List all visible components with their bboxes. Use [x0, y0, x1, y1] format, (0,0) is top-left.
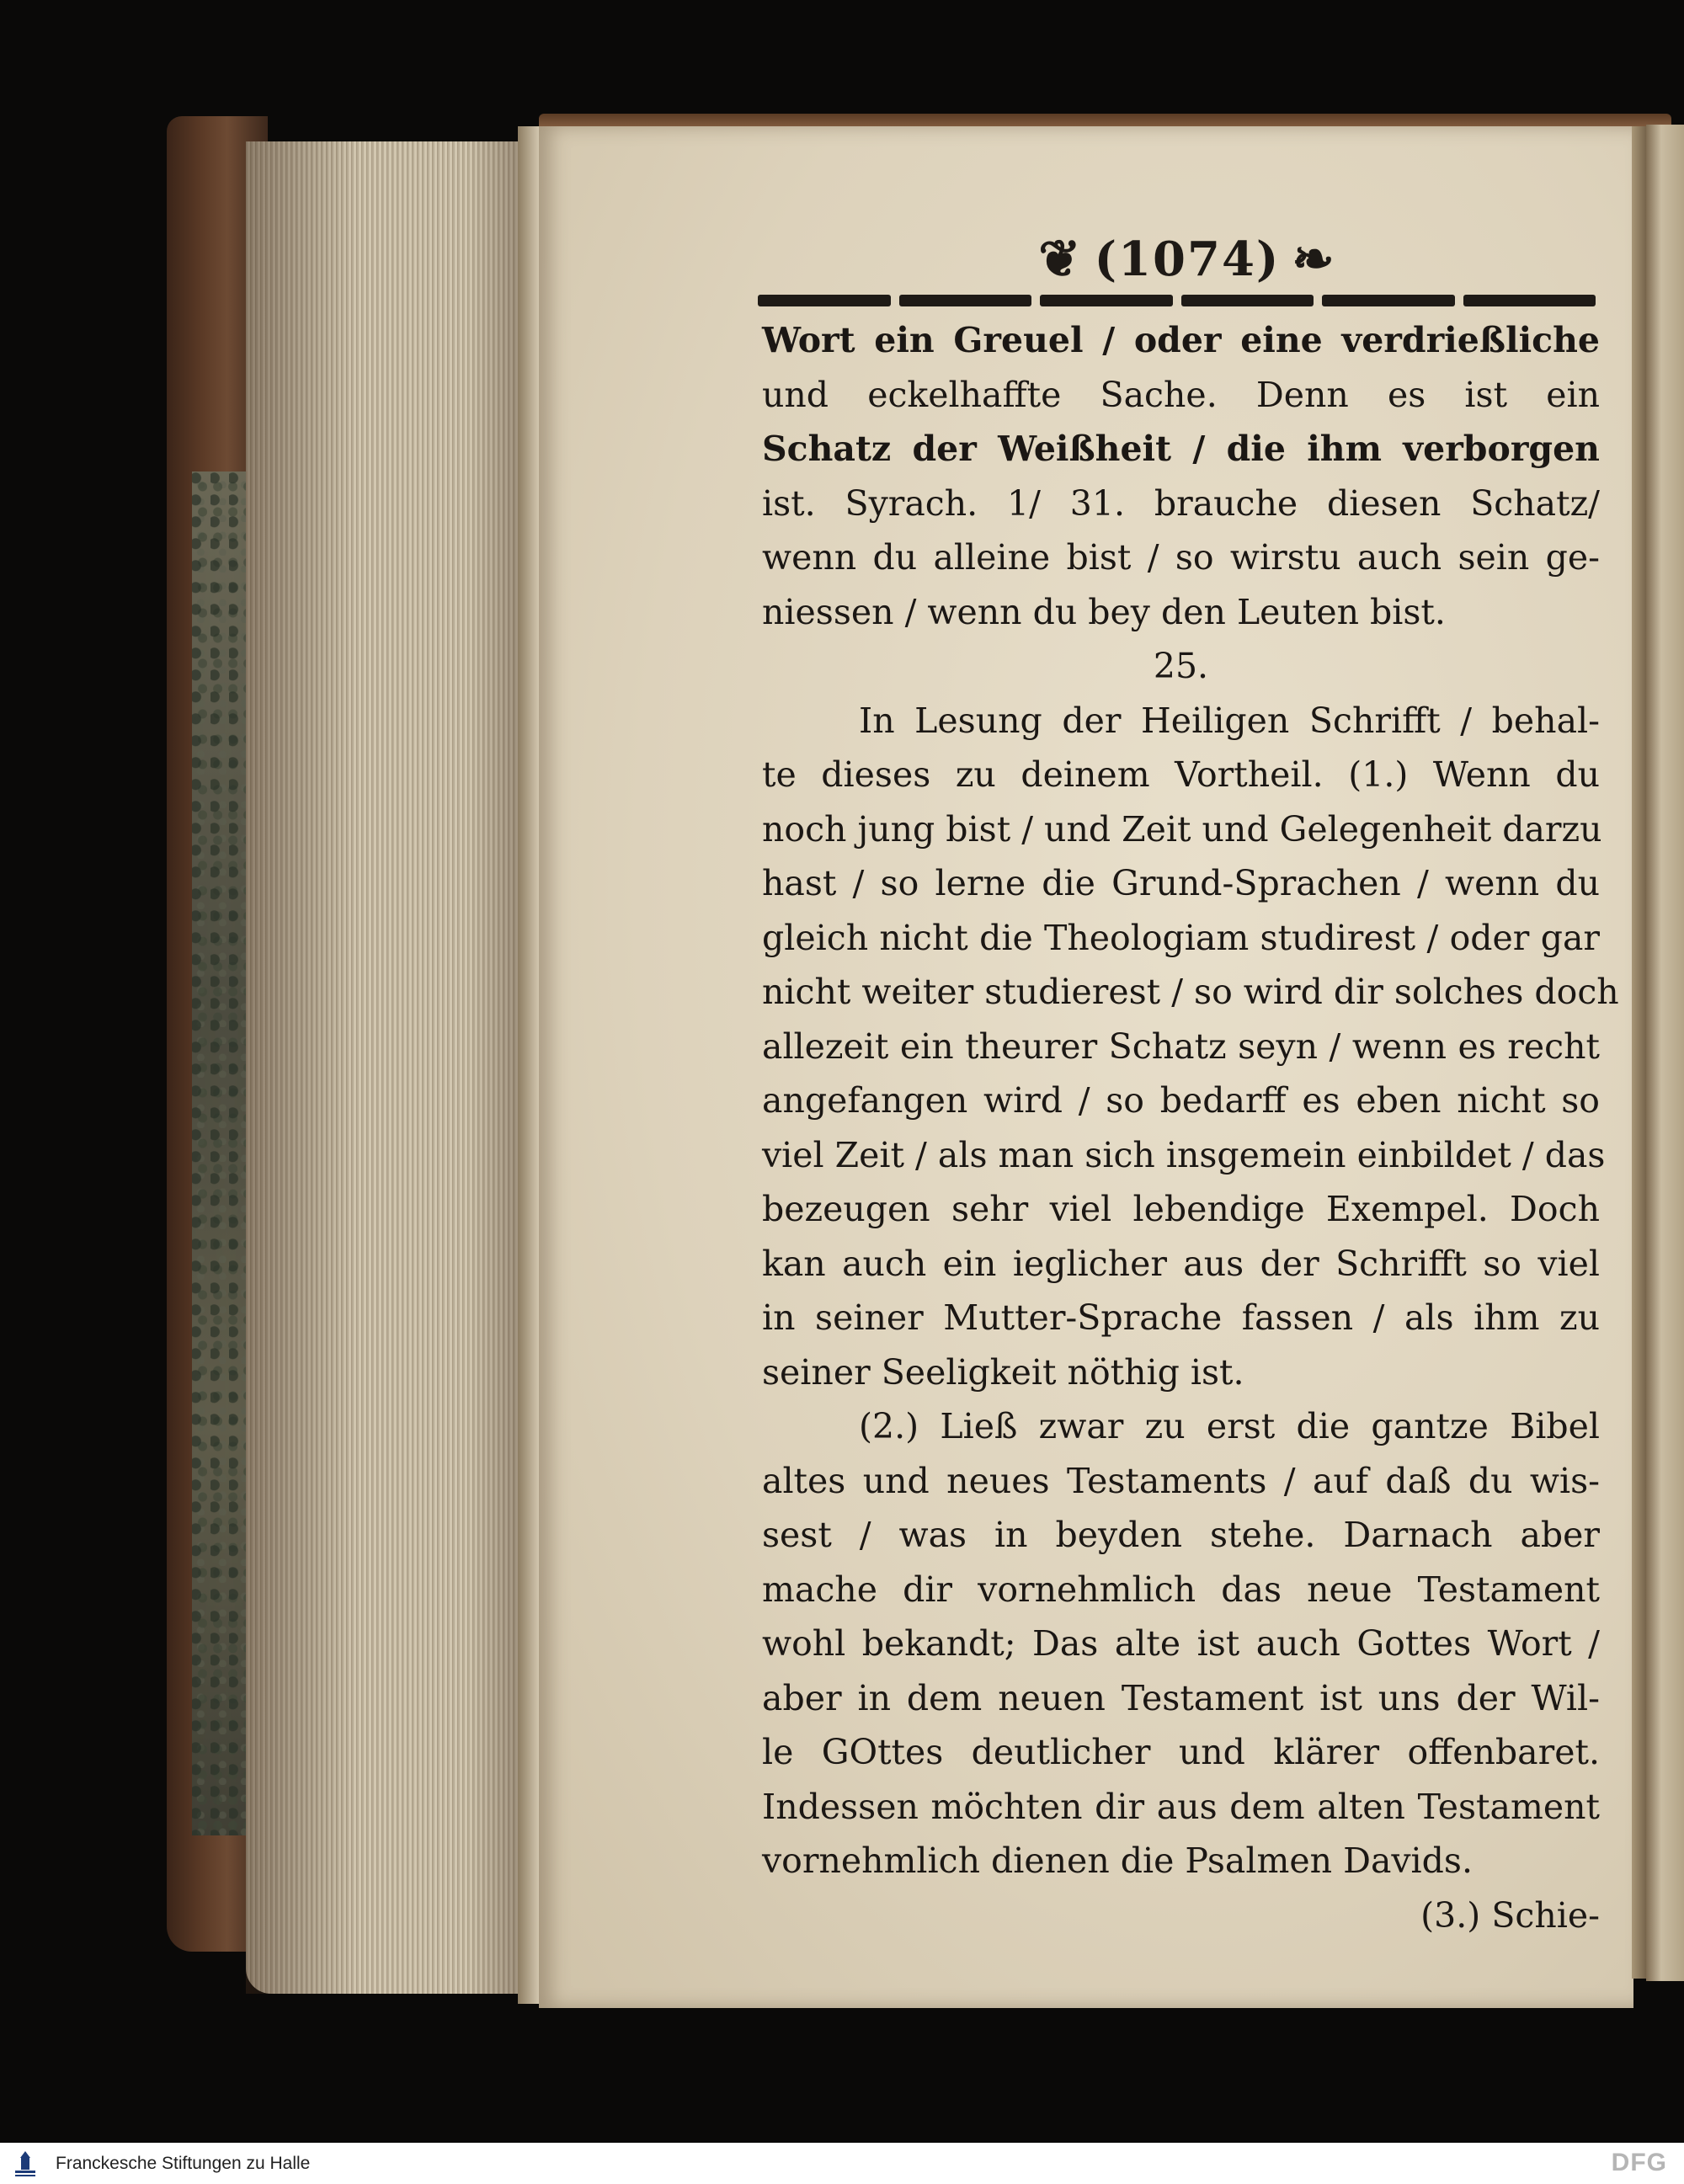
text-line: aber in dem neuen Testament ist uns der Wil- — [762, 1677, 1600, 1718]
text-line: kan auch ein ieglicher aus der Schrifft so viel — [762, 1243, 1600, 1284]
facing-page — [1646, 125, 1684, 1981]
text-line: sest / was in beyden stehe. Darnach aber — [762, 1515, 1600, 1555]
text-line: Indessen möchten dir aus dem alten Testament — [762, 1786, 1600, 1827]
text-line: seiner Seeligkeit nöthig ist. — [762, 1351, 1244, 1393]
viewer-footer — [0, 2143, 1684, 2184]
text-line: niessen / wenn du bey den Leuten bist. — [762, 591, 1446, 632]
text-line: noch jung bist / und Zeit und Gelegenheit darzu — [762, 808, 1602, 850]
left-ornament-icon: ❦ — [1038, 230, 1083, 289]
text-line: Wort ein Greuel / oder eine verdrießliche — [762, 320, 1600, 360]
right-ornament-icon: ❧ — [1292, 230, 1336, 289]
institution-name: Franckesche Stiftungen zu Halle — [56, 2153, 311, 2173]
text-line: te dieses zu deinem Vortheil. (1.) Wenn du — [762, 754, 1600, 795]
text-line: in seiner Mutter-Sprache fassen / als ihm zu — [762, 1297, 1600, 1338]
header-rule — [758, 295, 1596, 306]
text-line: viel Zeit / als man sich insgemein einbildet / das — [762, 1134, 1606, 1175]
section-number: 25. — [1153, 646, 1209, 686]
text-line: altes und neues Testaments / auf daß du wis- — [762, 1460, 1600, 1501]
text-line: le GOttes deutlicher und klärer offenbaret. — [762, 1732, 1600, 1772]
body-text — [762, 313, 1619, 1942]
rule-segment — [758, 295, 891, 306]
text-line: Schatz der Weißheit / die ihm verborgen — [762, 429, 1600, 469]
text-line: allezeit ein theurer Schatz seyn / wenn es recht — [762, 1025, 1600, 1067]
text-line: vornehmlich dienen die Psalmen Davids. — [762, 1840, 1473, 1881]
institution-logo-icon — [7, 2147, 44, 2181]
rule-segment — [1463, 295, 1596, 306]
text-line: (2.) Ließ zwar zu erst die gantze Bibel — [859, 1406, 1600, 1446]
text-line: nicht weiter studierest / so wird dir solches doch — [762, 972, 1619, 1012]
text-line: und eckelhaffte Sache. Denn es ist ein — [762, 374, 1600, 415]
catchword: (3.) Schie- — [1420, 1894, 1600, 1936]
text-line: gleich nicht die Theologiam studirest / oder gar — [762, 917, 1600, 958]
rule-segment — [1322, 295, 1455, 306]
text-line: ist. Syrach. 1/ 31. brauche diesen Schatz/ — [762, 482, 1600, 524]
page-header — [1010, 226, 1364, 293]
rule-segment — [1040, 295, 1173, 306]
page-number: (1074) — [1094, 232, 1281, 287]
marbled-cover-edge — [192, 471, 251, 1835]
text-line: wenn du alleine bist / so wirstu auch sein ge- — [762, 537, 1600, 578]
rule-segment — [1181, 295, 1314, 306]
text-line: In Lesung der Heiligen Schrifft / behal- — [859, 700, 1600, 741]
dfg-logo: DFG — [1611, 2149, 1667, 2176]
text-line: hast / so lerne die Grund-Sprachen / wenn du — [762, 863, 1600, 903]
text-line: bezeugen sehr viel lebendige Exempel. Doch — [762, 1189, 1600, 1229]
page-stack-shadow — [246, 141, 524, 1994]
rule-segment — [899, 295, 1032, 306]
text-line: mache dir vornehmlich das neue Testament — [762, 1569, 1600, 1610]
text-line: wohl bekandt; Das alte ist auch Gottes Wort / — [762, 1623, 1600, 1664]
text-line: angefangen wird / so bedarff es eben nicht so — [762, 1080, 1600, 1121]
